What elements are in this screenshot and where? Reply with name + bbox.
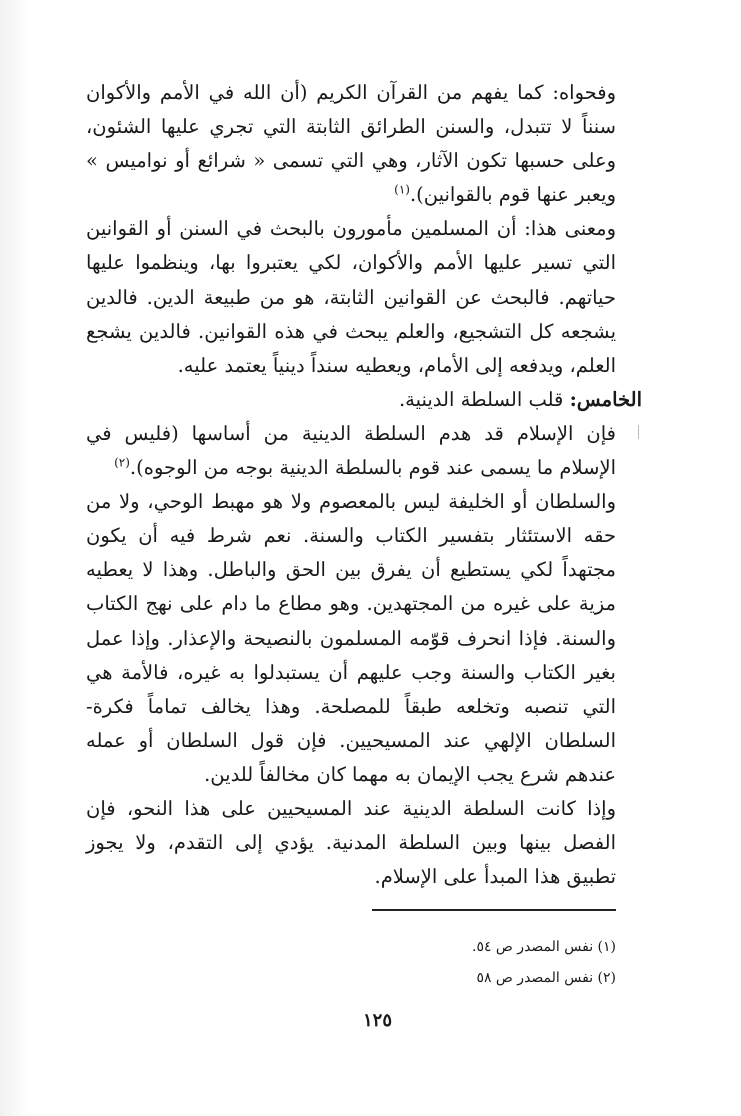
footnote-1: (١) نفس المصدر ص ٥٤. (471, 939, 616, 955)
footnotes (380, 932, 616, 994)
paragraph-3-text: فإن الإسلام قد هدم السلطة الدينية من أساسها (فليس في الإسلام ما يسمى عند قوم بالسلطة الدينية بوجه من الوجوه). (86, 421, 616, 480)
margin-mark (638, 425, 639, 439)
paragraph-4: والسلطان أو الخليفة ليس بالمعصوم ولا هو مهبط الوحي، ولا من حقه الاستئثار بتفسير الكتاب والسنة. نعم شرط فيه أن يكون مجتهداً لكي يستطيع أن يفرق بين الحق والباطل. وهذا لا يعطيه مزية على غيره من المجتهدين. وهو مطاع ما دام على نهج الكتاب والسنة. فإذا انحرف قوّمه المسلمون بالنصيحة والإعذار. وإذا عمل بغير الكتاب والسنة وجب عليهم أن يستبدلوا به غيره، فالأمة هي التي تنصبه وتخلعه طبقاً للمصلحة. وهذا يخالف تماماً فكرة- السلطان الإلهي عند المسيحيين. فإن قول السلطان أو عمله عندهم شرع يجب الإيمان به مهما كان مخالفاً للدين. (86, 490, 616, 786)
paragraph-3 (86, 417, 616, 485)
page-number: ١٢٥ (362, 1010, 392, 1031)
section-heading (86, 383, 642, 417)
footnote-ref-2: (٢) (114, 455, 130, 470)
scan-shadow (0, 0, 28, 1116)
paragraph-5: وإذا كانت السلطة الدينية عند المسيحيين على هذا النحو، فإن الفصل بينها وبين السلطة المدنية. يؤدي إلى التقدم، ولا يجوز تطبيق هذا المبدأ على الإسلام. (86, 796, 616, 889)
paragraph-1-text: وفحواه: كما يفهم من القرآن الكريم (أن الله في الأمم والأكوان سنناً لا تتبدل، والسنن الطرائق الثابتة التي تجري عليها الشئون، وعلى حسبها تكون الآثار، وهي التي تسمى « شرائع أو نواميس » ويعبر عنها قوم بالقوانين). (86, 81, 616, 207)
paragraph-1 (86, 76, 616, 212)
footnote-divider (372, 909, 616, 911)
main-text (86, 76, 642, 894)
section-heading-text: قلب السلطة الدينية. (398, 387, 564, 411)
footnote-ref-1: (١) (394, 182, 410, 197)
section-heading-label: الخامس: (569, 387, 642, 411)
paragraph-2: ومعنى هذا: أن المسلمين مأمورون بالبحث في السنن أو القوانين التي تسير عليها الأمم والأكوان، لكي يعتبروا بها، وينظموا عليها حياتهم. فالبحث عن القوانين الثابتة، هو من طبيعة الدين. فالدين يشجعه كل التشجيع، والعلم يبحث في هذه القوانين. فالدين يشجع العلم، ويدفعه إلى الأمام، ويعطيه سنداً دينياً يعتمد عليه. (86, 217, 616, 377)
footnote-2: (٢) نفس المصدر ص ٥٨ (476, 970, 616, 986)
